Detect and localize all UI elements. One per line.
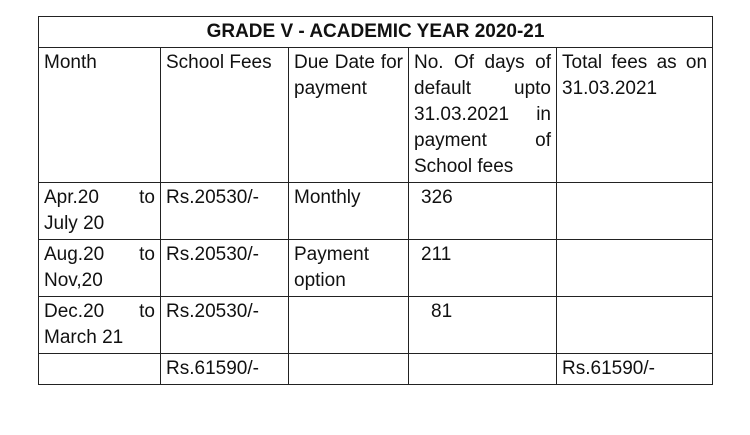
cell-month: Apr.20 to July 20 [39, 183, 161, 240]
table-title: GRADE V - ACADEMIC YEAR 2020-21 [39, 17, 713, 48]
total-amount: Rs.61590/- [557, 354, 713, 385]
table-row [39, 240, 713, 297]
cell-days: 211 [409, 240, 557, 297]
totals-row [39, 354, 713, 385]
total-due [289, 354, 409, 385]
cell-fees: Rs.20530/- [161, 183, 289, 240]
header-row [39, 48, 713, 183]
cell-days: 326 [409, 183, 557, 240]
header-total-fees: Total fees as on 31.03.2021 [557, 48, 713, 183]
cell-total [557, 297, 713, 354]
cell-month: Aug.20 to Nov,20 [39, 240, 161, 297]
cell-due [289, 297, 409, 354]
cell-due: Payment option [289, 240, 409, 297]
total-month [39, 354, 161, 385]
cell-fees: Rs.20530/- [161, 297, 289, 354]
cell-total [557, 183, 713, 240]
title-row [39, 17, 713, 48]
header-month: Month [39, 48, 161, 183]
fees-table [38, 16, 713, 385]
cell-fees: Rs.20530/- [161, 240, 289, 297]
total-days [409, 354, 557, 385]
total-fees: Rs.61590/- [161, 354, 289, 385]
table-row [39, 297, 713, 354]
cell-total [557, 240, 713, 297]
table-row [39, 183, 713, 240]
header-due-date: Due Date for payment [289, 48, 409, 183]
cell-month: Dec.20 to March 21 [39, 297, 161, 354]
cell-due: Monthly [289, 183, 409, 240]
cell-days: 81 [409, 297, 557, 354]
header-school-fees: School Fees [161, 48, 289, 183]
header-days-default: No. Of days of default upto 31.03.2021 in payment of School fees [409, 48, 557, 183]
